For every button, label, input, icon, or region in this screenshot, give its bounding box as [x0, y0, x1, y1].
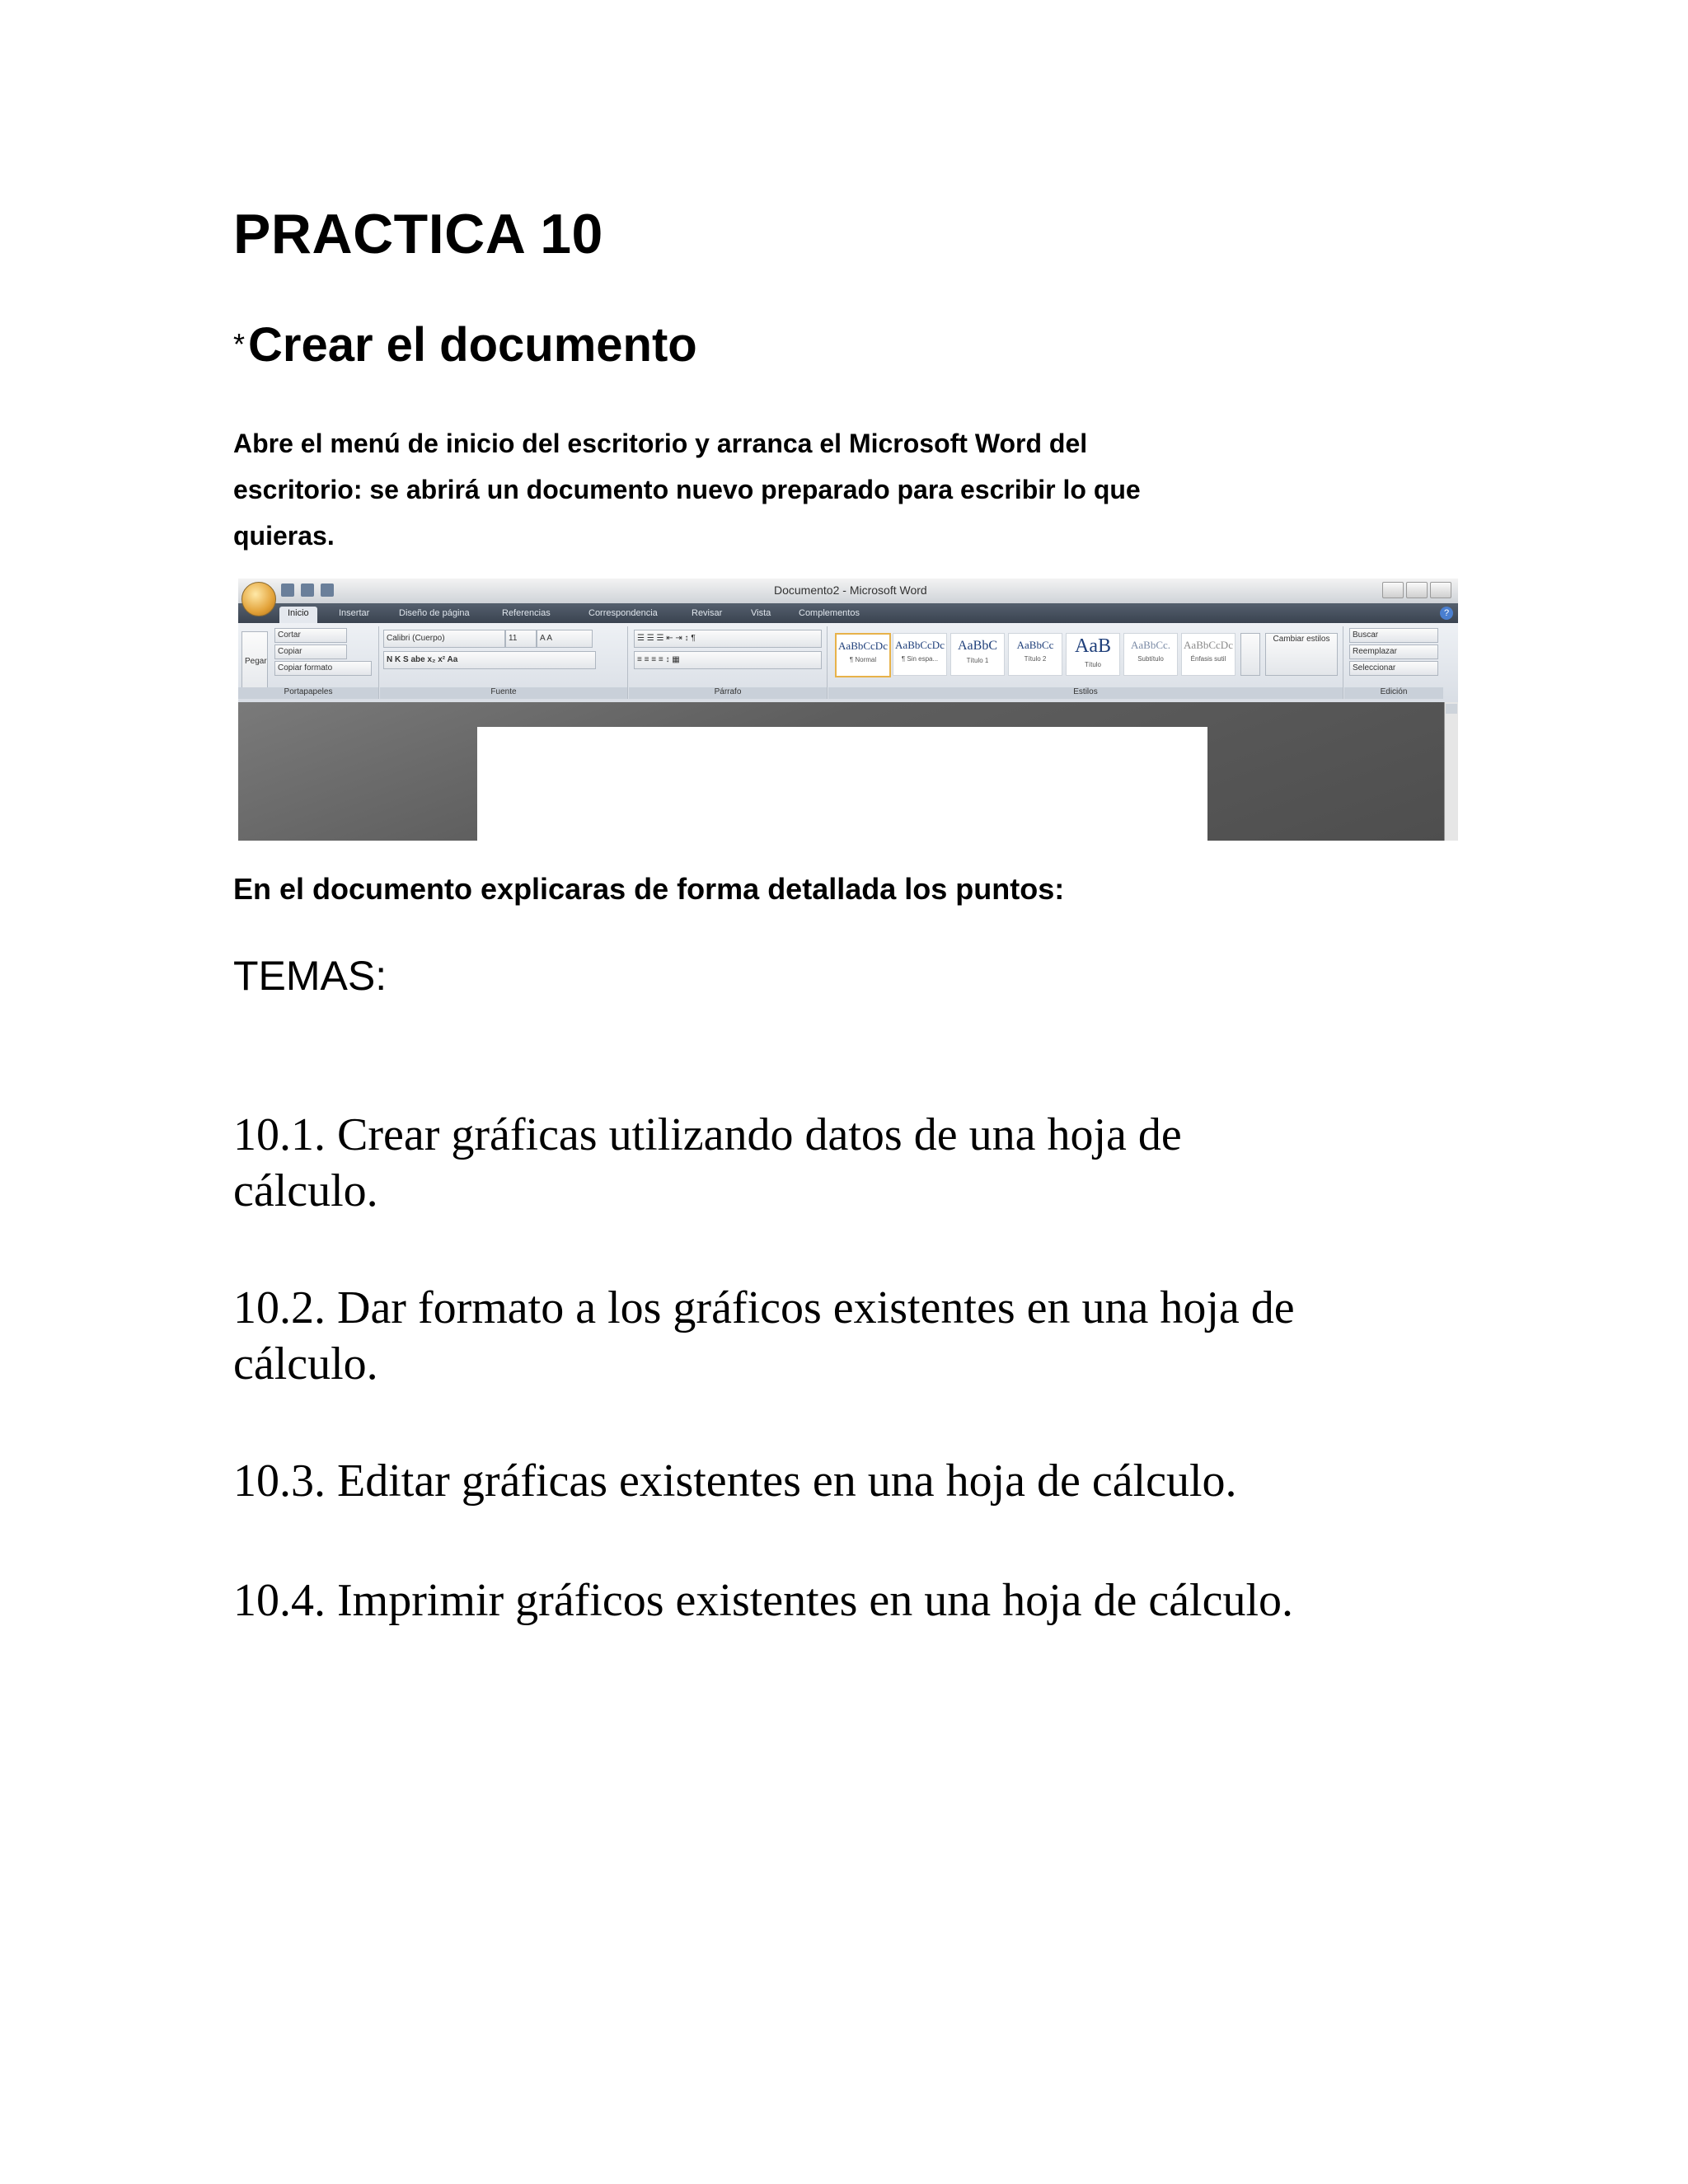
word-window-screenshot: [238, 579, 1458, 841]
lead-sentence: En el documento explicaras de forma detallada los puntos:: [233, 872, 1065, 906]
styles-group: [828, 626, 1343, 699]
help-icon: ?: [1440, 607, 1453, 620]
word-window-title: Documento2 - Microsoft Word: [774, 583, 927, 597]
style-name: Título 2: [1024, 655, 1047, 663]
clipboard-group: [238, 626, 379, 699]
find-button: Buscar: [1349, 628, 1438, 643]
scroll-up-arrow-icon: [1446, 704, 1457, 714]
list-indent-buttons: ☰ ☰ ☰ ⇤ ⇥ ↕ ¶: [634, 630, 822, 648]
topic-item: [233, 1107, 1470, 1219]
topic-item: [233, 1453, 1470, 1509]
tab-insertar: Insertar: [339, 608, 370, 618]
style-sample: AaBbCcDc: [1184, 639, 1233, 651]
style-titulo-1: [950, 633, 1005, 676]
asterisk-marker: *: [233, 327, 246, 361]
style-name: ¶ Sin espa...: [901, 655, 939, 663]
style-enfasis-sutil: [1181, 633, 1236, 676]
minimize-icon: [1382, 582, 1404, 598]
tab-referencias: Referencias: [502, 608, 551, 618]
ribbon-tab-bar: [238, 603, 1458, 623]
style-sin-espaciado: [893, 633, 947, 676]
replace-button: Reemplazar: [1349, 644, 1438, 659]
quick-access-toolbar: [281, 583, 355, 598]
editing-group-label: Edición: [1344, 687, 1443, 699]
style-name: Título 1: [966, 657, 989, 664]
style-sample: AaBbCc.: [1130, 639, 1171, 651]
editing-group: [1344, 626, 1443, 699]
style-sample: AaBbCcDc: [838, 640, 888, 652]
temas-label: TEMAS:: [233, 953, 387, 999]
section-heading: [233, 317, 697, 373]
style-sample: AaBbCc: [1016, 639, 1054, 651]
office-button-icon: [241, 582, 276, 616]
topic-item: [233, 1280, 1470, 1392]
section-heading-text: Crear el documento: [248, 318, 697, 372]
paste-button: Pegar: [241, 631, 268, 699]
copy-button: Copiar: [274, 644, 347, 659]
style-titulo-2: [1008, 633, 1062, 676]
intro-line: escritorio: se abrirá un documento nuevo preparado para escribir lo que: [233, 475, 1141, 504]
clipboard-group-label: Portapapeles: [238, 687, 378, 699]
maximize-icon: [1406, 582, 1428, 598]
style-sample: AaBbC: [958, 639, 997, 653]
font-format-buttons: N K S abe x₂ x² Aa: [383, 651, 596, 669]
style-name: Subtítulo: [1137, 655, 1164, 663]
close-icon: [1430, 582, 1451, 598]
style-name: Título: [1084, 661, 1101, 668]
style-titulo: [1066, 633, 1120, 676]
tab-inicio: Inicio: [279, 607, 317, 626]
blank-document-page: [477, 727, 1207, 841]
topic-line: cálculo.: [233, 1338, 378, 1390]
topic-line: 10.1. Crear gráficas utilizando datos de una hoja de: [233, 1109, 1182, 1160]
tab-complementos: Complementos: [799, 608, 860, 618]
topic-item: [233, 1572, 1470, 1629]
select-button: Seleccionar: [1349, 661, 1438, 676]
cut-button: Cortar: [274, 628, 347, 643]
word-title-bar: [238, 579, 1458, 603]
intro-paragraph: [233, 420, 1404, 559]
vertical-scrollbar: [1444, 702, 1458, 841]
style-normal: [835, 633, 891, 677]
page-title: PRACTICA 10: [233, 203, 603, 265]
tab-correspondencia: Correspondencia: [588, 608, 658, 618]
topic-line: 10.2. Dar formato a los gráficos existentes en una hoja de: [233, 1282, 1295, 1333]
topic-line: cálculo.: [233, 1165, 378, 1216]
styles-group-label: Estilos: [828, 687, 1343, 699]
tab-revisar: Revisar: [692, 608, 723, 618]
grow-shrink-font-buttons: A A: [537, 630, 593, 648]
format-painter-button: Copiar formato: [274, 661, 372, 676]
font-group: [380, 626, 628, 699]
change-styles-button: Cambiar estilos: [1265, 633, 1338, 676]
font-name-select: Calibri (Cuerpo): [383, 630, 505, 648]
intro-line: Abre el menú de inicio del escritorio y arranca el Microsoft Word del: [233, 429, 1088, 458]
style-name: Énfasis sutil: [1190, 655, 1226, 663]
styles-scroll-arrows: [1240, 633, 1260, 676]
topic-line: 10.3. Editar gráficas existentes en una hoja de cálculo.: [233, 1455, 1237, 1507]
topic-line: 10.4. Imprimir gráficos existentes en una hoja de cálculo.: [233, 1575, 1294, 1626]
style-subtitulo: [1123, 633, 1178, 676]
ribbon: [238, 623, 1458, 703]
style-name: ¶ Normal: [849, 656, 877, 663]
save-icon: [281, 583, 294, 597]
word-workspace: [238, 702, 1458, 841]
style-sample: AaBbCcDc: [895, 639, 945, 651]
font-group-label: Fuente: [380, 687, 627, 699]
style-sample: AaB: [1075, 635, 1111, 657]
tab-vista: Vista: [751, 608, 771, 618]
window-controls: [1380, 582, 1451, 602]
paragraph-group-label: Párrafo: [629, 687, 827, 699]
font-size-select: 11: [505, 630, 537, 648]
paragraph-group: [629, 626, 828, 699]
intro-line: quieras.: [233, 521, 335, 551]
alignment-buttons: ≡ ≡ ≡ ≡ ↕ ▦: [634, 651, 822, 669]
tab-diseno-pagina: Diseño de página: [399, 608, 470, 618]
redo-icon: [321, 583, 334, 597]
undo-icon: [301, 583, 314, 597]
